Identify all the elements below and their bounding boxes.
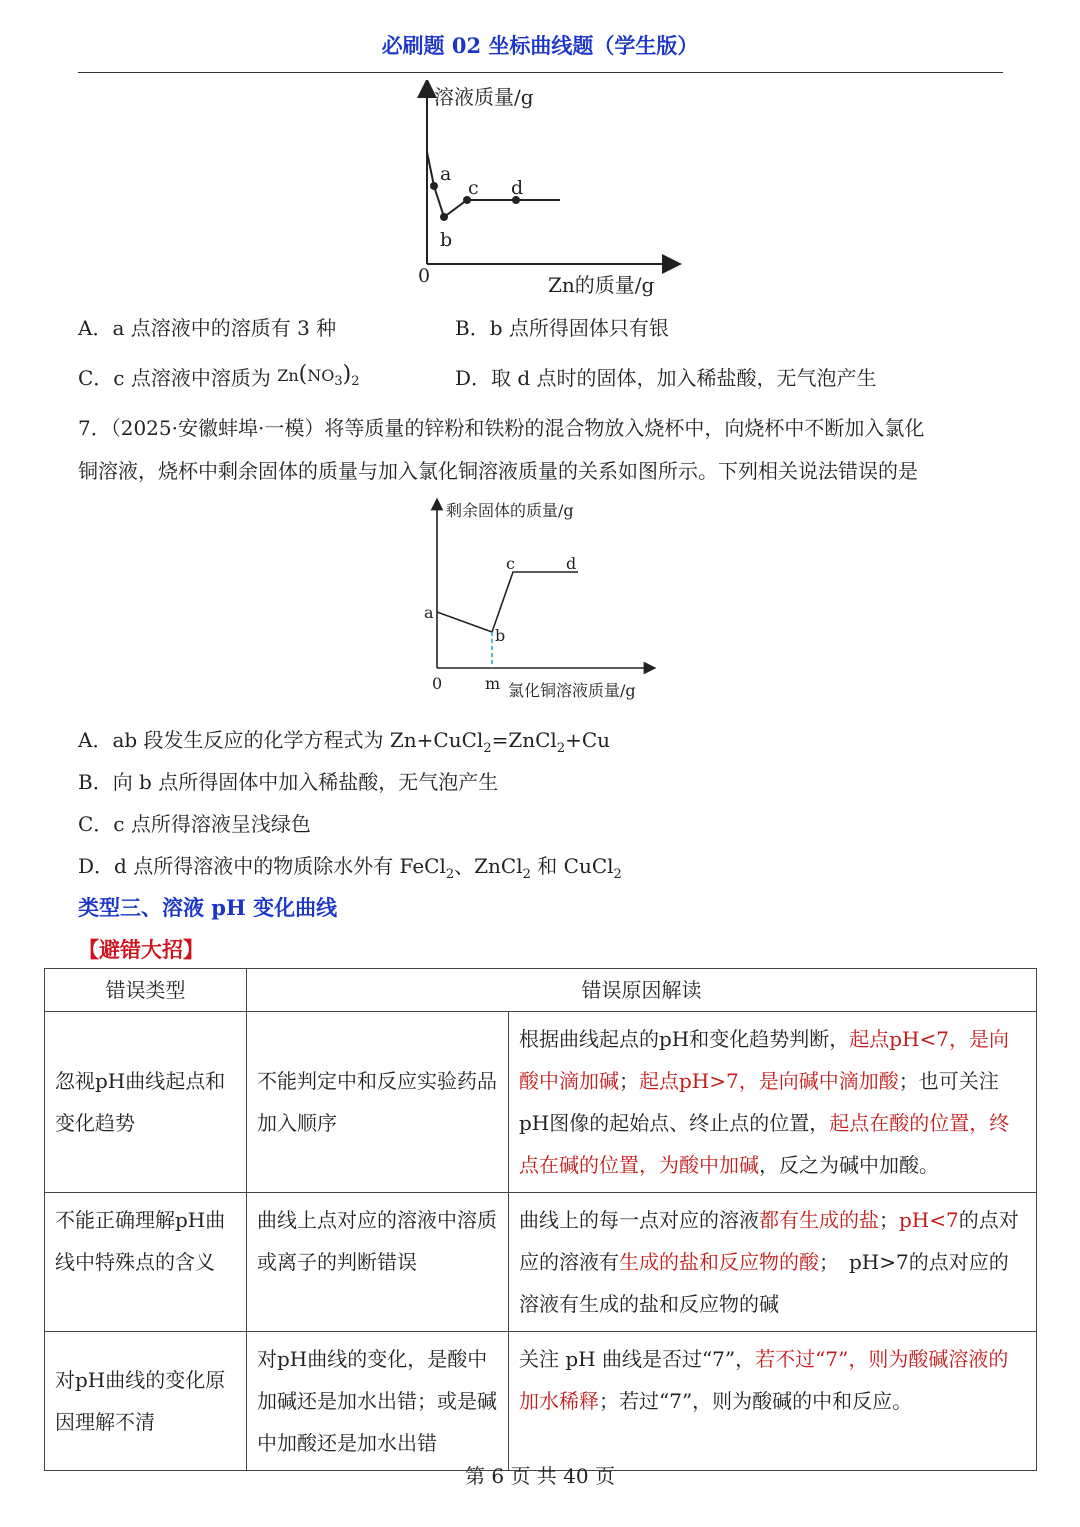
- label-a: a: [424, 603, 434, 622]
- highlight-text: 起点在酸的位置，终点在碱的位置，为酸中加碱: [519, 1111, 1010, 1177]
- q7-stem-line2: 铜溶液，烧杯中剩余固体的质量与加入氯化铜溶液质量的关系如图所示。下列相关说法错误的是: [78, 459, 918, 483]
- q7-option-a-text: A．ab 段发生反应的化学方程式为 Zn+CuCl: [78, 728, 484, 752]
- text: 曲线上的每一点对应的溶液: [519, 1208, 759, 1232]
- label-d: d: [566, 554, 577, 573]
- origin-label: 0: [432, 674, 443, 693]
- label-c: c: [506, 554, 515, 573]
- q7-option-d: [78, 850, 622, 882]
- label-b: b: [495, 626, 506, 645]
- m-label: m: [485, 674, 501, 693]
- text: 的点对应的溶液有: [519, 1208, 1019, 1274]
- formula-sub2: 2: [351, 374, 360, 390]
- error-explanation-cell: [509, 1193, 1037, 1332]
- error-type-cell: 不能正确理解pH曲线中特殊点的含义: [45, 1193, 247, 1332]
- q6-option-c-text: C．c 点溶液中溶质为: [78, 366, 271, 390]
- q7-option-d-text: 、ZnCl: [454, 854, 523, 878]
- error-type-cell: 忽视pH曲线起点和变化趋势: [45, 1012, 247, 1193]
- x-axis-label: Zn的质量/g: [548, 273, 655, 297]
- q7-option-d-text: D．d 点所得溶液中的物质除水外有 FeCl: [78, 854, 446, 878]
- highlight-text: 起点pH<7，是向酸中滴加碱: [519, 1027, 1009, 1093]
- q7-option-a: [78, 724, 610, 756]
- subscript: 2: [556, 741, 566, 756]
- formula-no: NO: [307, 366, 335, 385]
- error-type-cell: 对pH曲线的变化原因理解不清: [45, 1332, 247, 1471]
- error-problem-cell: 曲线上点对应的溶液中溶质或离子的判断错误: [247, 1193, 509, 1332]
- label-b: b: [440, 229, 453, 251]
- q6-option-c: [78, 362, 360, 393]
- table-row: [45, 1193, 1037, 1332]
- label-d: d: [511, 177, 524, 199]
- graph-solution-mass: [400, 80, 690, 300]
- error-explanation-cell: [509, 1012, 1037, 1193]
- text: 关注 pH 曲线是否过“7”，: [519, 1347, 756, 1371]
- zn-nitrate-formula: Zn(NO3)2: [277, 362, 360, 390]
- q7-option-a-text: =ZnCl: [491, 728, 557, 752]
- formula-sub3: 3: [334, 374, 343, 390]
- error-problem-cell: 对pH曲线的变化，是酸中加碱还是加水出错；或是碱中加酸还是加水出错: [247, 1332, 509, 1471]
- q7-option-d-text: 和 CuCl: [530, 854, 614, 878]
- q7-option-a-text: +Cu: [565, 728, 611, 752]
- table-header-row: [45, 969, 1037, 1012]
- label-a: a: [440, 163, 452, 185]
- table-header-cell: 错误类型: [45, 969, 247, 1012]
- y-axis-label: 溶液质量/g: [434, 85, 534, 109]
- highlight-text: 起点pH>7，是向碱中滴加酸: [639, 1069, 899, 1093]
- q7-stem-line1: 7．（2025·安徽蚌埠·一模）将等质量的锌粉和铁粉的混合物放入烧杯中，向烧杯中不断加入氯化: [78, 416, 925, 440]
- label-c: c: [468, 177, 479, 199]
- section-title: 类型三、溶液 pH 变化曲线: [78, 895, 338, 920]
- text: 根据曲线起点的pH和变化趋势判断，: [519, 1027, 850, 1051]
- text: ；: [879, 1208, 899, 1232]
- table-row: [45, 1332, 1037, 1471]
- y-axis-label: 剩余固体的质量/g: [446, 501, 574, 520]
- highlight-text: 若不过“7”，则为酸碱溶液的加水稀释: [519, 1347, 1009, 1413]
- q7-option-b: B．向 b 点所得固体中加入稀盐酸，无气泡产生: [78, 770, 499, 794]
- q6-option-d: D．取 d 点时的固体，加入稀盐酸，无气泡产生: [455, 366, 877, 390]
- origin-label: 0: [418, 265, 431, 287]
- page-number: 第 6 页 共 40 页: [465, 1464, 615, 1488]
- q7-option-c: C．c 点所得溶液呈浅绿色: [78, 812, 311, 836]
- highlight-text: pH<7: [899, 1208, 959, 1232]
- header-divider: [78, 72, 1003, 73]
- error-problem-cell: 不能判定中和反应实验药品加入顺序: [247, 1012, 509, 1193]
- error-table: [44, 968, 1037, 1471]
- subscript: 2: [445, 867, 455, 882]
- x-axis-label: 氯化铜溶液质量/g: [508, 681, 636, 700]
- page-header: 必刷题 02 坐标曲线题（学生版）: [381, 33, 699, 58]
- text: ，反之为碱中加酸。: [759, 1153, 939, 1177]
- q6-option-a: A．a 点溶液中的溶质有 3 种: [78, 316, 337, 340]
- subscript: 2: [483, 741, 492, 756]
- text: ； pH>7的点对应的溶液有生成的盐和反应物的碱: [519, 1250, 1009, 1316]
- text: ；若过“7”，则为酸碱的中和反应。: [599, 1389, 913, 1413]
- text: ；也可关注pH图像的起始点、终止点的位置，: [519, 1069, 999, 1135]
- point-b: [440, 213, 448, 221]
- highlight-text: 生成的盐和反应物的酸: [619, 1250, 819, 1274]
- point-a: [430, 182, 438, 190]
- curve: [437, 572, 578, 632]
- table-row: [45, 1012, 1037, 1193]
- section-tips-heading: 【避错大招】: [78, 937, 204, 962]
- subscript: 2: [522, 867, 531, 882]
- q6-option-b: B．b 点所得固体只有银: [455, 316, 669, 340]
- formula-zn: Zn: [277, 366, 299, 385]
- text: ；: [619, 1069, 639, 1093]
- graph-remaining-solid: [418, 496, 668, 706]
- table-header-cell: 错误原因解读: [247, 969, 1037, 1012]
- highlight-text: 都有生成的盐: [759, 1208, 879, 1232]
- subscript: 2: [613, 867, 622, 882]
- error-explanation-cell: [509, 1332, 1037, 1471]
